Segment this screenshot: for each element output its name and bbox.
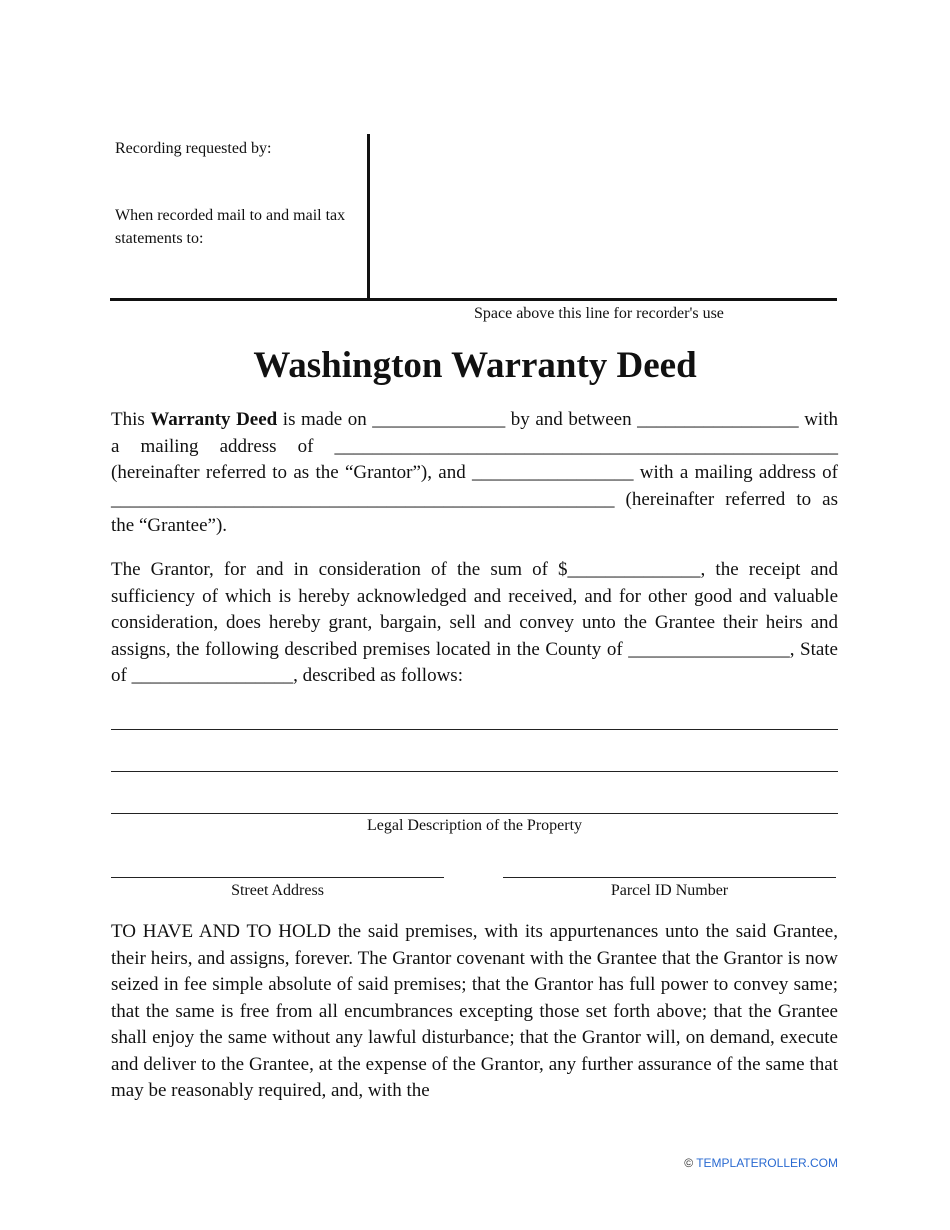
legal-description-line-3 — [111, 813, 838, 814]
parcel-id-caption: Parcel ID Number — [610, 882, 729, 899]
intro-text-c: is made on ______________ by and between _________________ with a mailing address of _____________________________________________________ (hereinafter referred to as the “Grantor”), and _________________ with a mailing address of _____________________________________________________ (hereinafter referred to as the “Grantee”). — [111, 409, 838, 536]
recorder-bottom-rule — [110, 298, 837, 301]
legal-description-line-1 — [111, 729, 838, 730]
recorder-box — [110, 134, 837, 300]
street-address-line — [111, 877, 444, 878]
intro-paragraph — [111, 407, 838, 540]
consideration-paragraph: The Grantor, for and in consideration of the sum of $______________, the receipt and sufficiency of which is hereby acknowledged and received, and for other good and valuable consideration, does hereby grant, bargain, sell and convey unto the Grantee their heirs and assigns, the following described premises located in the County of _________________, State of _________________, described as follows: — [111, 559, 838, 686]
document-title: Washington Warranty Deed — [253, 345, 697, 386]
copyright-footer — [684, 1156, 838, 1170]
intro-text-a: This — [111, 409, 151, 430]
legal-description-caption: Legal Description of the Property — [366, 817, 583, 834]
legal-description-line-2 — [111, 771, 838, 772]
recording-requested-by-label: Recording requested by: — [115, 140, 272, 157]
recorder-use-note: Space above this line for recorder's use — [474, 305, 724, 322]
recorder-info-area — [110, 134, 368, 300]
parcel-id-line — [503, 877, 836, 878]
intro-text-bold: Warranty Deed — [150, 409, 278, 430]
street-address-caption: Street Address — [231, 882, 324, 899]
templateroller-link[interactable]: TEMPLATEROLLER.COM — [696, 1156, 838, 1170]
copyright-symbol: © — [684, 1156, 694, 1170]
habendum-paragraph: TO HAVE AND TO HOLD the said premises, with its appurtenances unto the said Grantee, their heirs, and assigns, forever. The Grantor covenant with the Grantee that the Grantor is now seized in fee simple absolute of said premises; that the Grantor has full power to convey same; that the same is free from all encumbrances excepting those set forth above; that the Grantee shall enjoy the same without any lawful disturbance; that the Grantor will, on demand, execute and deliver to the Grantee, at the expense of the Grantor, any further assurance of the same that may be reasonably required, and, with the — [111, 921, 838, 1101]
mail-to-label: When recorded mail to and mail tax statements to: — [115, 207, 346, 247]
recorder-divider — [367, 134, 370, 300]
